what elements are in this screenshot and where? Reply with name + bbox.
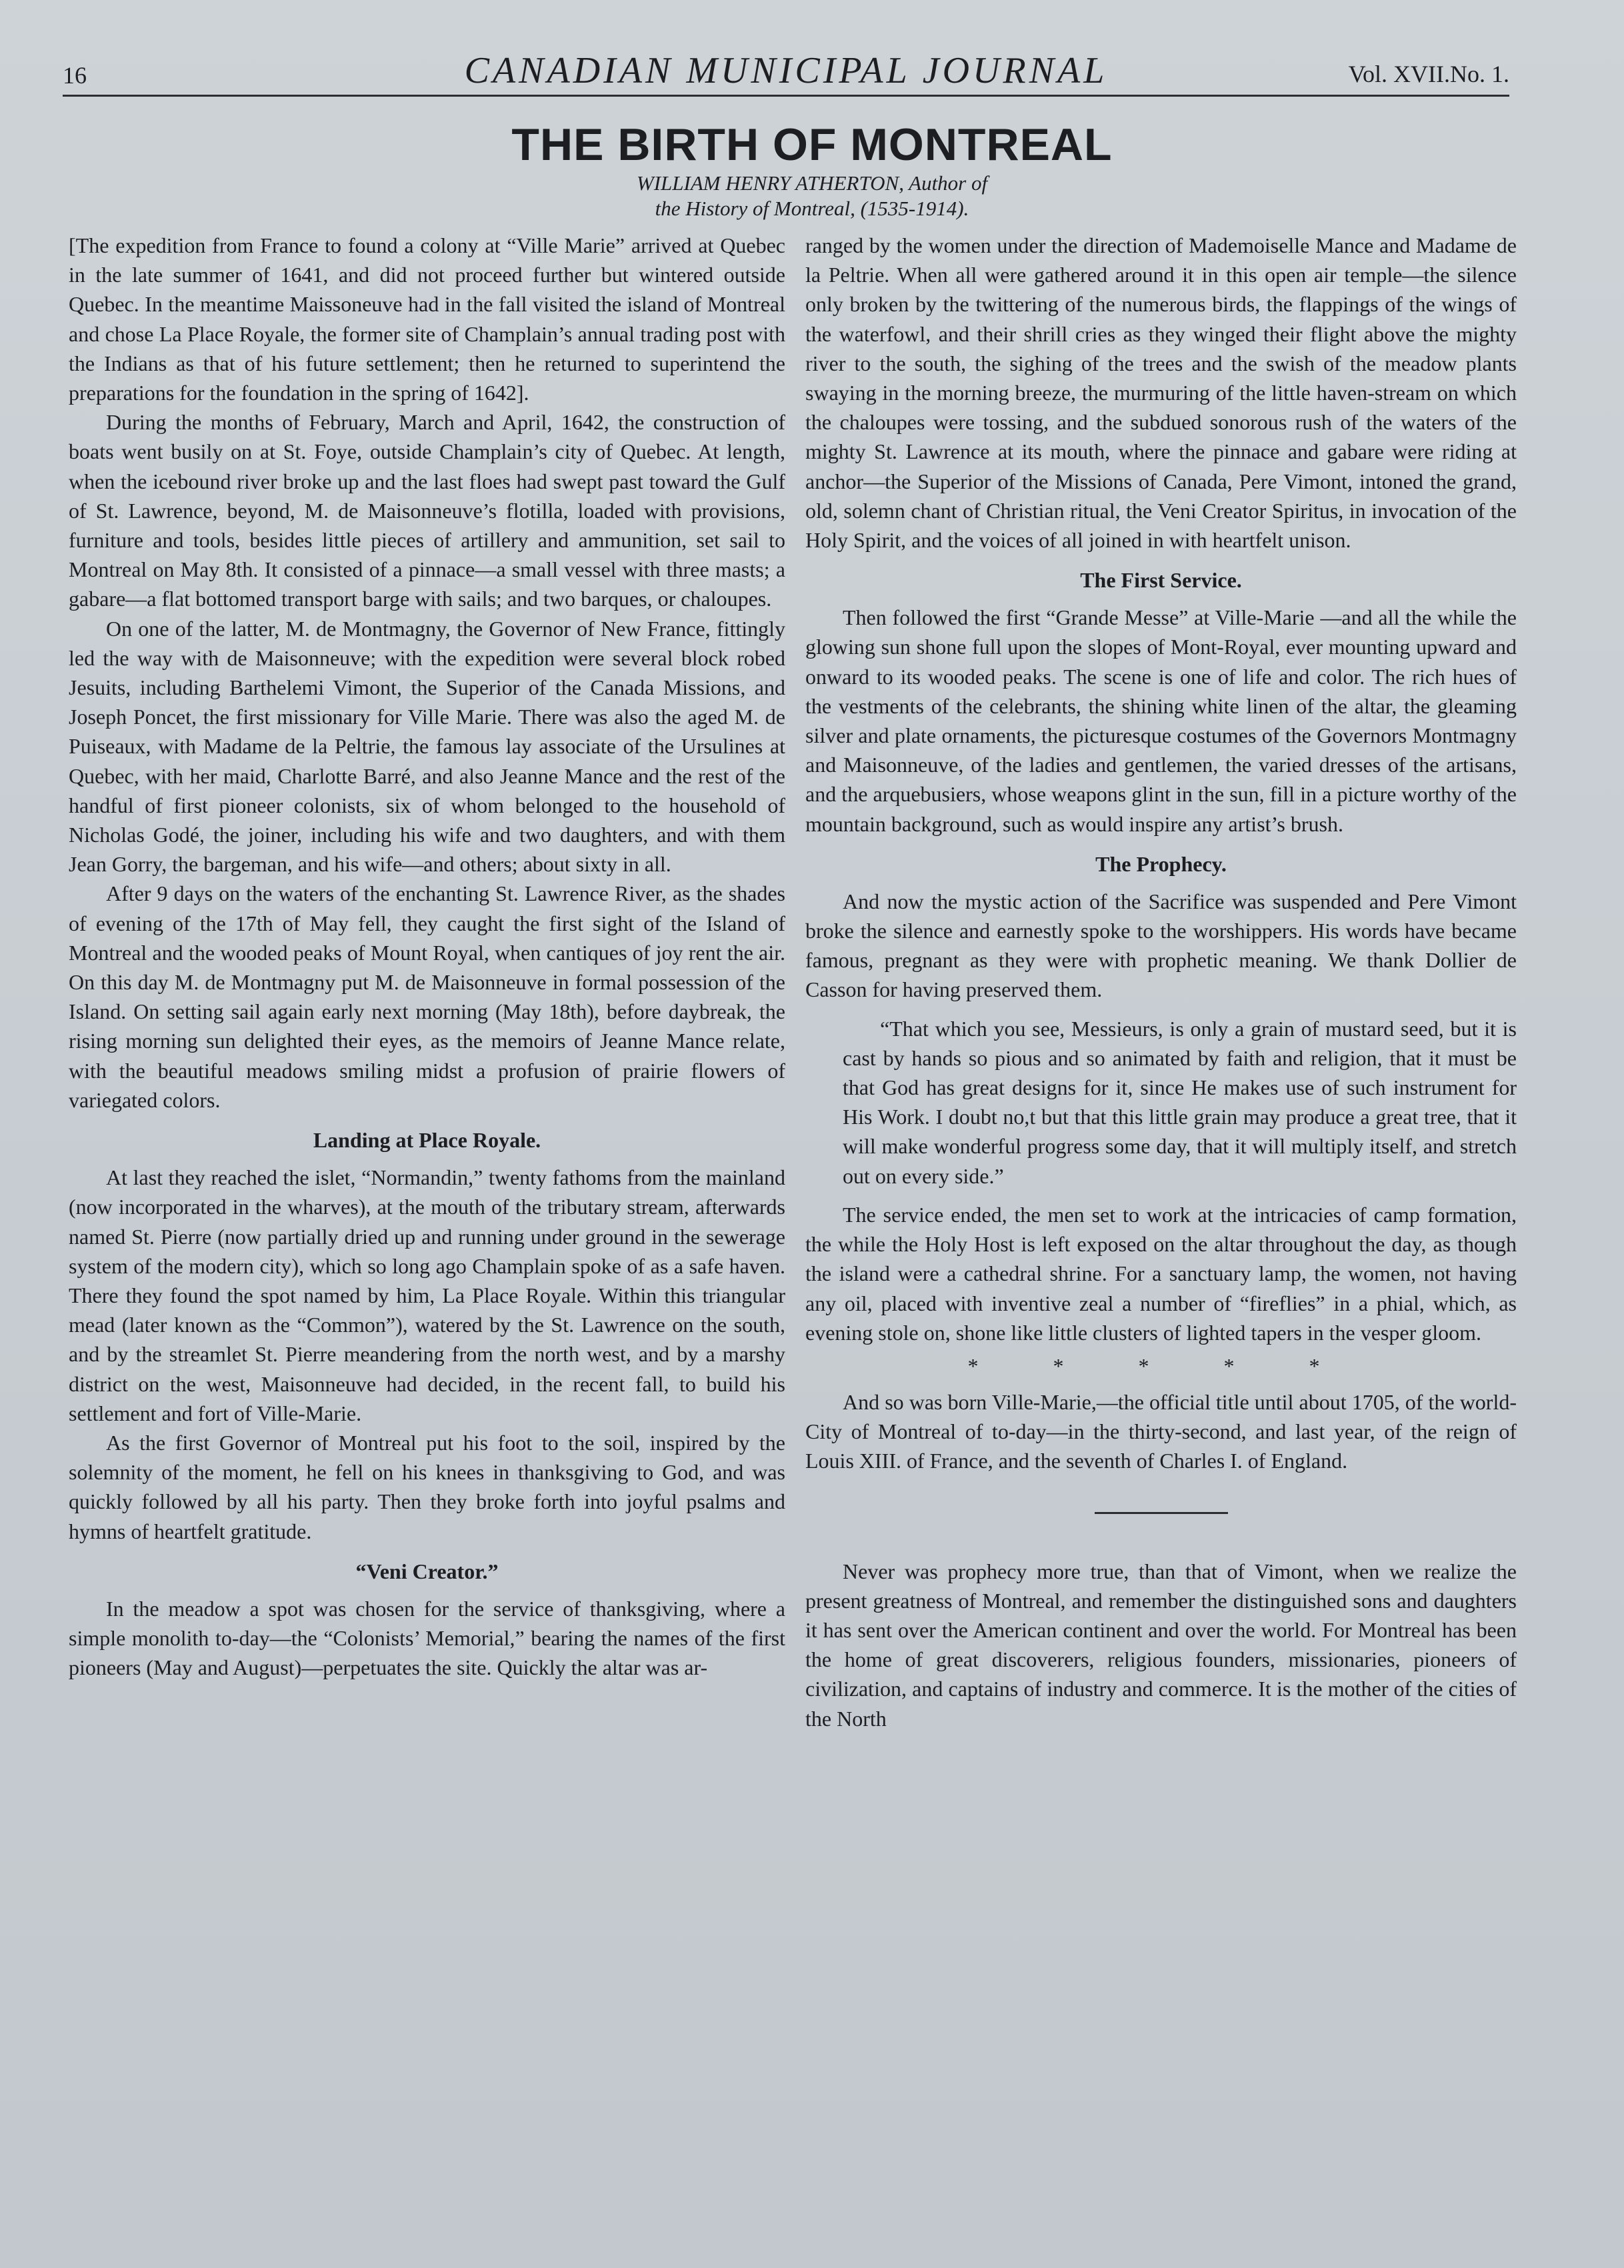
section-heading: “Veni Creator.” [355,1559,499,1583]
journal-title: CANADIAN MUNICIPAL JOURNAL [464,50,1108,91]
page-number: 16 [63,62,87,89]
section-heading: The Prophecy. [1095,851,1227,876]
paragraph: And so was born Ville-Marie,—the official title until about 1705, of the world-City of Montreal of to-day—in the thirty-second, and last year, of the reign of Louis XIII. of France, and the seventh of Charles I. of England. [805,1389,1517,1473]
paragraph: As the first Governor of Montreal put his foot to the soil, inspired by the solemnity of the moment, he fell on his knees in thanksgiving to God, and was quickly followed by all his party. Then they broke forth into joyful psalms and hymns of heartfelt gratitude. [69,1430,785,1543]
quotation: “That which you see, Messieurs, is only a grain of mustard seed, but it is cast by hands so pious and so animated by faith and religion, that it must be that God has great designs for it, since He makes use of such instrument for His Work. I doubt no,t but that this little grain may produce a great tree, that it will make wonderful progress some day, that it will multiply itself, and stretch out on every side.” [843,1016,1517,1188]
paragraph: At last they reached the islet, “Normandin,” twenty fathoms from the mainland (now incorporated in the wharves), at the mouth of the tributary stream, afterwards named St. Pierre (now partially dried up and running under ground in the sewerage system of the modern city), which so long ago Champlain spoke of as a safe haven. There they found the spot named by him, La Place Royale. Within this triangular mead (later known as the “Common”), watered by the St. Lawrence on the south, and by the streamlet St. Pierre meandering from the north west, and by a marshy district on the west, Maisonneuve had decided, in the recent fall, to build his settlement and fort of Ville-Marie. [69,1165,785,1425]
section-heading: Landing at Place Royale. [313,1128,541,1153]
paragraph: In the meadow a spot was chosen for the service of thanksgiving, where a simple monolith to-day—the “Colonists’ Memorial,” bearing the names of the first pioneers (May and August)—perpetuates the site. Quickly the altar was ar- [69,1596,785,1680]
paragraph: After 9 days on the waters of the enchanting St. Lawrence River, as the shades of evening of the 17th of May fell, they caught the first sight of the Island of Montreal and the wooded peaks of Mount Royal, when cantiques of joy rent the air. On this day M. de Montmagny put M. de Maisonneuve in formal possession of the Island. On setting sail again early next morning (May 18th), before daybreak, the rising morning sun delighted their eyes, as the memoirs of Jeanne Mance relate, with the beautiful meadows smiling midst a profusion of prairie flowers of variegated colors. [69,881,785,1112]
paragraph: On one of the latter, M. de Montmagny, the Governor of New France, fittingly led the way with de Maisonneuve; with the expedition were several block robed Jesuits, including Barthelemi Vimont, the Superior of the Canada Missions, and Joseph Poncet, the first missionary for Ville Marie. There was also the aged M. de Puiseaux, with Madame de la Peltrie, the famous lay associate of the Ursulines at Quebec, with her maid, Charlotte Barré, and also Jeanne Mance and the rest of the handful of first pioneer colonists, six of whom belonged to the household of Nicholas Godé, the joiner, including his wife and two daughters, and with them Jean Gorry, the bargeman, and his wife—and others; about sixty in all. [69,616,785,877]
horizontal-rule [1095,1512,1228,1514]
paragraph: Never was prophecy more true, than that of Vimont, when we realize the present greatness of Montreal, and remember the distinguished sons and daughters it has sent over the American continent and over the world. For Montreal has been the home of great discoverers, religious founders, missionaries, pioneers of civilization, and captains of industry and commerce. It is the mother of the cities of the North [805,1559,1517,1731]
article-title: THE BIRTH OF MONTREAL [511,119,1113,170]
section-heading: The First Service. [1080,568,1242,593]
right-column [805,231,1517,2251]
paragraph: And now the mystic action of the Sacrifice was suspended and Pere Vimont broke the silence and earnestly spoke to the worshippers. His words have became famous, pregnant as they were with prophetic meaning. We thank Dollier de Casson for having preserved them. [805,889,1517,1002]
issue-label: Vol. XVII.No. 1. [1348,61,1509,87]
paragraph: The service ended, the men set to work at the intricacies of camp formation, the while the Holy Host is left exposed on the altar throughout the day, as though the island were a cathedral shrine. For a sanctuary lamp, the women, not having any oil, placed with inventive zeal a number of “fireflies” in a phial, which, as evening stole on, shone like little clusters of lighted tapers in the vesper gloom. [805,1202,1517,1345]
byline [0,171,1624,221]
byline-author: WILLIAM HENRY ATHERTON, Author of [636,171,988,195]
paragraph: ranged by the women under the direction of Mademoiselle Mance and Madame de la Peltrie. When all were gathered around it in this open air temple—the silence only broken by the twittering of the numerous birds, the flappings of the wings of the waterfowl, and their shrill cries as they winged their flight above the mighty river to the south, the sighing of the trees and the swish of the meadow plants swaying in the morning breeze, the murmuring of the little haven-stream on which the chaloupes were tossing, and the subdued sonorous rush of the waters of the mighty St. Lawrence at its mouth, where the pinnace and gabare were riding at anchor—the Superior of the Missions of Canada, Pere Vimont, intoned the grand, old, solemn chant of Christian ritual, the Veni Creator Spiritus, in invocation of the Holy Spirit, and the voices of all joined in with heartfelt unison. [805,233,1517,553]
byline-work: the History of Montreal, (1535-1914). [655,197,969,220]
paragraph: [The expedition from France to found a colony at “Ville Marie” arrived at Quebec in the late summer of 1641, and did not proceed further but wintered outside Quebec. In the meantime Maissoneuve had in the fall visited the island of Montreal and chose La Place Royale, the former site of Champlain’s annual trading post with the Indians as that of his future settlement; then he returned to superintend the preparations for the foundation in the spring of 1642]. [69,233,785,405]
paragraph: Then followed the first “Grande Messe” at Ville-Marie —and all the while the glowing sun shone full upon the slopes of Mont-Royal, ever mounting upward and onward to its wooded peaks. The scene is one of life and color. The rich hues of the vestments of the celebrants, the shining white linen of the altar, the gleaming silver and plate ornaments, the picturesque costumes of the Governors Montmagny and Maisonneuve, of the ladies and gentlemen, the varied dresses of the artisans, and the arquebusiers, whose weapons glint in the sun, fill in a picture worthy of the mountain background, such as would inspire any artist’s brush. [805,605,1517,836]
page-header [63,47,1509,97]
left-column [69,231,785,2251]
paragraph: During the months of February, March and April, 1642, the construction of boats went busily on at St. Foye, outside Champlain’s city of Quebec. At length, when the icebound river broke up and the last floes had swept past toward the Gulf of St. Lawrence, beyond, M. de Maisonneuve’s flotilla, loaded with provisions, furniture and tools, besides little pieces of artillery and ammunition, set sail to Montreal on May 8th. It consisted of a pinnace—a small vessel with three masts; a gabare—a flat bottomed transport barge with sails; and two barques, or chaloupes. [69,410,785,611]
section-break-stars: * * * * * [967,1353,1355,1378]
